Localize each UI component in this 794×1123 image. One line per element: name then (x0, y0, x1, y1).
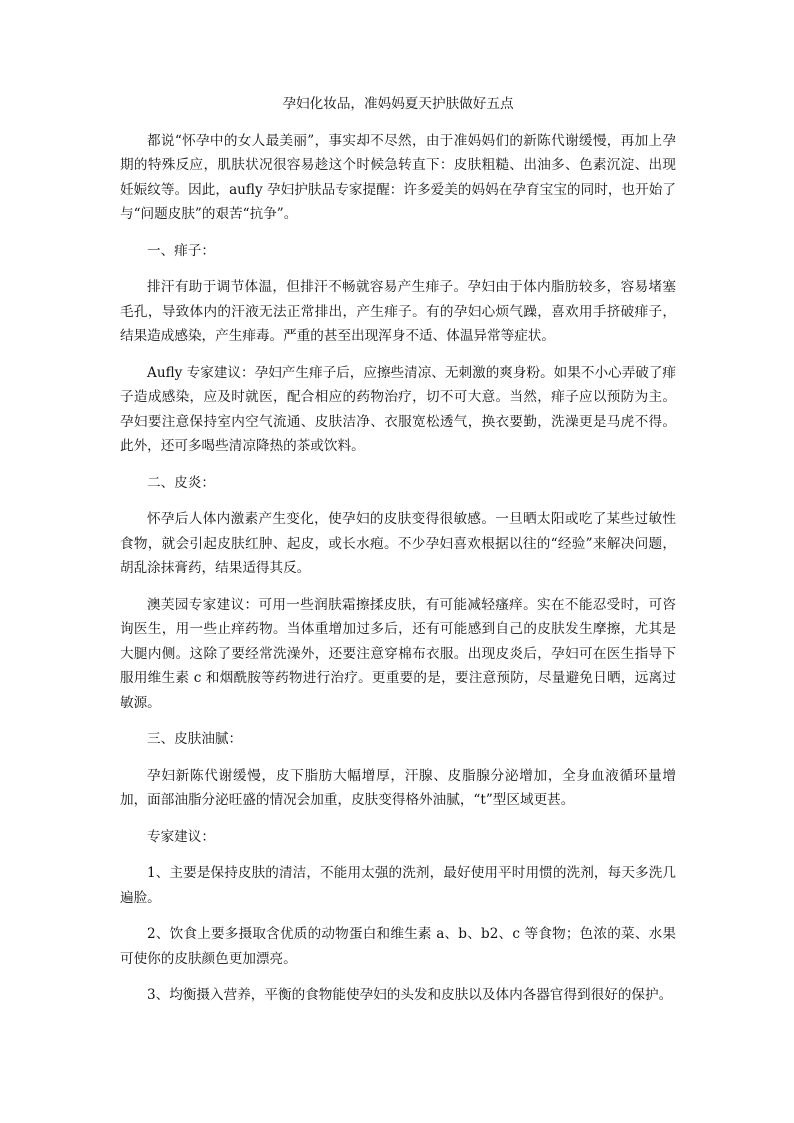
dermatitis-advice-paragraph: 澳芙园专家建议：可用一些润肤霜擦揉皮肤，有可能减轻瘙痒。实在不能忍受时，可咨询医生，用一些止痒药物。当体重增加过多后，还有可能感到自己的皮肤发生摩擦，尤其是大腿内侧。这除了要经常洗澡外，还要注意穿棉布衣服。出现皮炎后，孕妇可在医生指导下服用维生素 c 和烟酰胺等药物进行治疗。更重要的是，要注意预防，尽量避免日晒，远离过敏源。 (120, 596, 676, 711)
document-title: 孕妇化妆品，准妈妈夏天护肤做好五点 (282, 96, 514, 112)
intro-paragraph: 都说“怀孕中的女人最美丽”，事实却不尽然，由于准妈妈们的新陈代谢缓慢，再加上孕期的特殊反应，肌肤状况很容易趁这个时候急转直下：皮肤粗糙、出油多、色素沉淀、出现妊娠纹等。因此，aufly 孕妇护肤品专家提醒：许多爱美的妈妈在孕育宝宝的同时，也开始了与“问题皮肤”的艰苦“抗争”。 (120, 132, 676, 222)
expert-advice-label: 专家建议： (147, 828, 215, 845)
document-page (120, 92, 676, 1020)
advice-item-1: 1、主要是保持皮肤的清洁，不能用太强的洗剂，最好使用平时用惯的洗剂，每天多洗几遍脸。 (120, 865, 676, 906)
section-heading-oily-skin: 三、皮肤油腻： (147, 731, 243, 747)
section-heading-dermatitis: 二、皮炎： (147, 474, 215, 491)
prickly-heat-advice-paragraph: Aufly 专家建议：孕妇产生痱子后，应擦些清凉、无刺激的爽身粉。如果不小心弄破了痱子造成感染，应及时就医，配合相应的药物治疗，切不可大意。当然，痱子应以预防为主。孕妇要注意保持室内空气流通、皮肤洁净、衣服宽松透气，换衣要勤，洗澡更是马虎不得。此外，还可多喝些清凉降热的茶或饮料。 (120, 364, 677, 454)
prickly-heat-paragraph: 排汗有助于调节体温，但排汗不畅就容易产生痱子。孕妇由于体内脂肪较多，容易堵塞毛孔，导致体内的汗液无法正常排出，产生痱子。有的孕妇心烦气躁，喜欢用手挤破痱子，结果造成感染，产生痱毒。严重的甚至出现浑身不适、体温异常等症状。 (120, 279, 676, 344)
section-heading-prickly-heat: 一、痱子： (147, 242, 215, 259)
oily-skin-paragraph: 孕妇新陈代谢缓慢，皮下脂肪大幅增厚，汗腺、皮脂腺分泌增加，全身血液循环量增加，面部油脂分泌旺盛的情况会加重，皮肤变得格外油腻，“t”型区域更甚。 (120, 767, 676, 808)
advice-item-3: 3、均衡摄入营养，平衡的食物能使孕妇的头发和皮肤以及体内各器官得到很好的保护。 (147, 987, 673, 1003)
dermatitis-paragraph: 怀孕后人体内激素产生变化，使孕妇的皮肤变得很敏感。一旦晒太阳或吃了某些过敏性食物，就会引起皮肤红肿、起皮，或长水疱。不少孕妇喜欢根据以往的“经验”来解决问题，胡乱涂抹膏药，结果适得其反。 (120, 511, 676, 576)
advice-item-2: 2、饮食上要多摄取含优质的动物蛋白和维生素 a、b、b2、c 等食物；色浓的菜、水果可使你的皮肤颜色更加漂亮。 (120, 926, 676, 967)
